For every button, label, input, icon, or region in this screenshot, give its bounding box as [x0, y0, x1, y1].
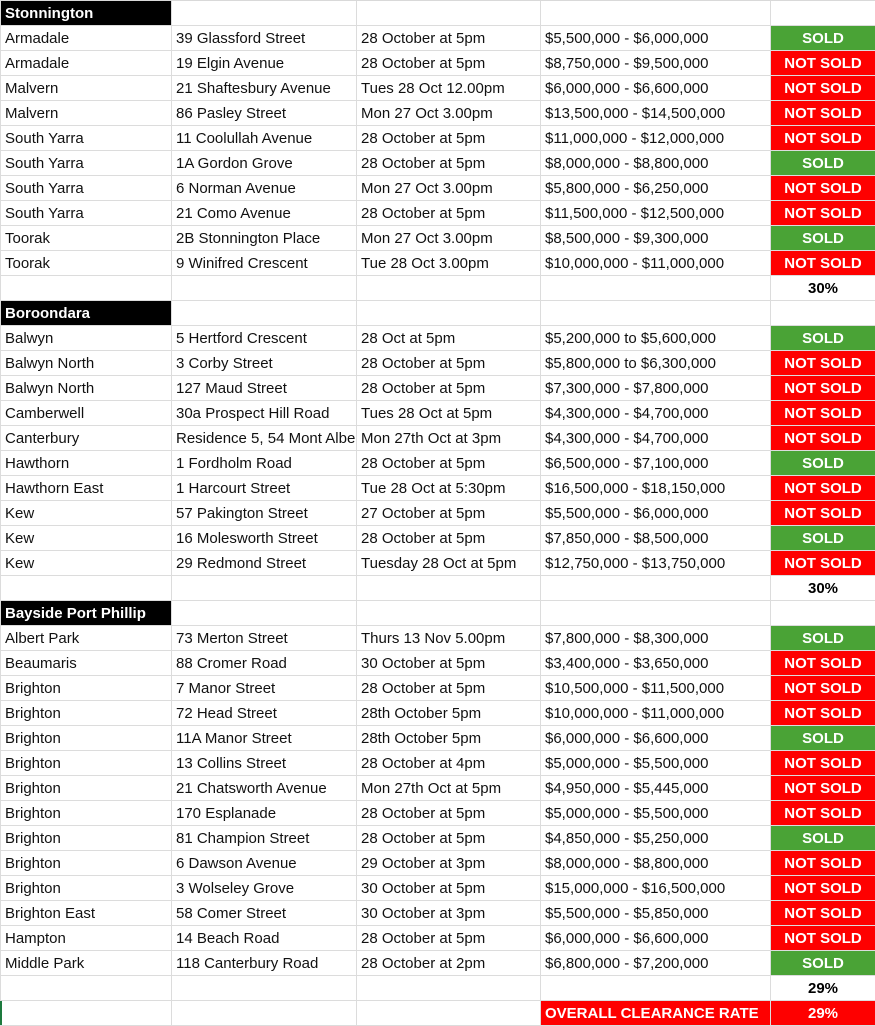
table-row	[0, 701, 875, 726]
auction-date-cell[interactable]: 28 October at 5pm	[357, 126, 541, 150]
auction-date-cell[interactable]: 28 October at 5pm	[357, 826, 541, 850]
suburb-cell[interactable]: Hawthorn East	[0, 476, 172, 500]
address-cell[interactable]: 170 Esplanade	[172, 801, 357, 825]
not-sold-status-badge[interactable]: NOT SOLD	[771, 476, 875, 500]
address-cell[interactable]: 3 Corby Street	[172, 351, 357, 375]
address-cell[interactable]: Residence 5, 54 Mont Albe	[172, 426, 357, 450]
address-cell[interactable]: 21 Chatsworth Avenue	[172, 776, 357, 800]
table-row	[0, 751, 875, 776]
table-row	[0, 251, 875, 276]
clearance-rate-row	[0, 276, 875, 301]
suburb-cell[interactable]: Balwyn North	[0, 376, 172, 400]
auction-date-cell[interactable]: 28 October at 5pm	[357, 526, 541, 550]
section-header-row	[0, 601, 875, 626]
empty-cell[interactable]	[357, 1001, 541, 1025]
section-header-row	[0, 301, 875, 326]
price-guide-cell[interactable]: $8,000,000 - $8,800,000	[541, 851, 771, 875]
address-cell[interactable]: 19 Elgin Avenue	[172, 51, 357, 75]
not-sold-status-badge[interactable]: NOT SOLD	[771, 76, 875, 100]
auction-date-cell[interactable]: 27 October at 5pm	[357, 501, 541, 525]
price-guide-cell[interactable]: $5,500,000 - $5,850,000	[541, 901, 771, 925]
address-cell[interactable]: 81 Champion Street	[172, 826, 357, 850]
table-row	[0, 101, 875, 126]
address-cell[interactable]: 6 Norman Avenue	[172, 176, 357, 200]
auction-date-cell[interactable]: 28 October at 5pm	[357, 151, 541, 175]
table-row	[0, 726, 875, 751]
clearance-rate-row	[0, 976, 875, 1001]
table-row	[0, 26, 875, 51]
price-guide-cell[interactable]: $6,800,000 - $7,200,000	[541, 951, 771, 975]
suburb-cell[interactable]: Malvern	[0, 101, 172, 125]
auction-date-cell[interactable]: Mon 27 Oct 3.00pm	[357, 226, 541, 250]
section-clearance-rate[interactable]: 30%	[807, 580, 839, 597]
price-guide-cell[interactable]: $7,300,000 - $7,800,000	[541, 376, 771, 400]
empty-cell[interactable]	[172, 1001, 357, 1025]
selected-cell-edge[interactable]	[0, 1001, 172, 1025]
price-guide-cell[interactable]: $10,000,000 - $11,000,000	[541, 251, 771, 275]
empty-cell[interactable]	[541, 576, 771, 600]
auction-date-cell[interactable]: Tuesday 28 Oct at 5pm	[357, 551, 541, 575]
suburb-cell[interactable]: Kew	[0, 526, 172, 550]
price-guide-cell[interactable]: $5,800,000 - $6,250,000	[541, 176, 771, 200]
table-row	[0, 476, 875, 501]
empty-cell[interactable]	[0, 576, 172, 600]
empty-cell[interactable]	[172, 601, 357, 625]
empty-cell[interactable]	[357, 576, 541, 600]
table-row	[0, 901, 875, 926]
address-cell[interactable]: 7 Manor Street	[172, 676, 357, 700]
empty-cell[interactable]	[172, 576, 357, 600]
table-row	[0, 826, 875, 851]
table-row	[0, 351, 875, 376]
empty-cell[interactable]	[357, 301, 541, 325]
empty-cell[interactable]	[172, 976, 357, 1000]
section-title[interactable]: Stonnington	[0, 1, 172, 25]
price-guide-cell[interactable]: $3,400,000 - $3,650,000	[541, 651, 771, 675]
price-guide-cell[interactable]: $15,000,000 - $16,500,000	[541, 876, 771, 900]
price-guide-cell[interactable]: $6,000,000 - $6,600,000	[541, 76, 771, 100]
not-sold-status-badge[interactable]: NOT SOLD	[771, 351, 875, 375]
suburb-cell[interactable]: Brighton	[0, 851, 172, 875]
not-sold-status-badge[interactable]: NOT SOLD	[771, 876, 875, 900]
price-guide-cell[interactable]: $5,200,000 to $5,600,000	[541, 326, 771, 350]
price-guide-cell[interactable]: $11,500,000 - $12,500,000	[541, 201, 771, 225]
auction-date-cell[interactable]: Mon 27th Oct at 3pm	[357, 426, 541, 450]
section-title[interactable]: Boroondara	[0, 301, 172, 325]
not-sold-status-badge[interactable]: NOT SOLD	[771, 926, 875, 950]
auction-date-cell[interactable]: 28 October at 5pm	[357, 351, 541, 375]
empty-cell[interactable]	[541, 976, 771, 1000]
not-sold-status-badge[interactable]: NOT SOLD	[771, 401, 875, 425]
section-clearance-rate[interactable]: 30%	[807, 280, 839, 297]
suburb-cell[interactable]: Brighton	[0, 726, 172, 750]
table-row	[0, 551, 875, 576]
table-row	[0, 626, 875, 651]
table-row	[0, 376, 875, 401]
clearance-rate-row	[0, 576, 875, 601]
not-sold-status-badge[interactable]: NOT SOLD	[771, 676, 875, 700]
suburb-cell[interactable]: South Yarra	[0, 151, 172, 175]
suburb-cell[interactable]: Toorak	[0, 226, 172, 250]
price-guide-cell[interactable]: $7,850,000 - $8,500,000	[541, 526, 771, 550]
table-row	[0, 451, 875, 476]
empty-cell[interactable]	[541, 276, 771, 300]
empty-cell[interactable]	[172, 301, 357, 325]
not-sold-status-badge[interactable]: NOT SOLD	[771, 701, 875, 725]
empty-cell[interactable]	[0, 976, 172, 1000]
auction-date-cell[interactable]: 28th October 5pm	[357, 701, 541, 725]
table-row	[0, 876, 875, 901]
price-guide-cell[interactable]: $4,850,000 - $5,250,000	[541, 826, 771, 850]
suburb-cell[interactable]: Albert Park	[0, 626, 172, 650]
table-row	[0, 226, 875, 251]
suburb-cell[interactable]: Armadale	[0, 26, 172, 50]
not-sold-status-badge[interactable]: NOT SOLD	[771, 101, 875, 125]
section-header-row	[0, 1, 875, 26]
not-sold-status-badge[interactable]: NOT SOLD	[771, 751, 875, 775]
suburb-cell[interactable]: South Yarra	[0, 201, 172, 225]
table-row	[0, 501, 875, 526]
price-guide-cell[interactable]: $11,000,000 - $12,000,000	[541, 126, 771, 150]
price-guide-cell[interactable]: $12,750,000 - $13,750,000	[541, 551, 771, 575]
not-sold-status-badge[interactable]: NOT SOLD	[771, 201, 875, 225]
sold-status-badge[interactable]: SOLD	[771, 226, 875, 250]
price-guide-cell[interactable]: $6,000,000 - $6,600,000	[541, 926, 771, 950]
address-cell[interactable]: 39 Glassford Street	[172, 26, 357, 50]
address-cell[interactable]: 16 Molesworth Street	[172, 526, 357, 550]
suburb-cell[interactable]: Brighton	[0, 776, 172, 800]
not-sold-status-badge[interactable]: NOT SOLD	[771, 801, 875, 825]
suburb-cell[interactable]: Armadale	[0, 51, 172, 75]
auction-date-cell[interactable]: 28 October at 5pm	[357, 451, 541, 475]
auction-date-cell[interactable]: 28 October at 5pm	[357, 926, 541, 950]
address-cell[interactable]: 1A Gordon Grove	[172, 151, 357, 175]
empty-cell[interactable]	[541, 301, 771, 325]
price-guide-cell[interactable]: $4,950,000 - $5,445,000	[541, 776, 771, 800]
auction-date-cell[interactable]: 28 October at 5pm	[357, 801, 541, 825]
suburb-cell[interactable]: Toorak	[0, 251, 172, 275]
suburb-cell[interactable]: Beaumaris	[0, 651, 172, 675]
sold-status-badge[interactable]: SOLD	[771, 451, 875, 475]
auction-date-cell[interactable]: 28 October at 5pm	[357, 26, 541, 50]
auction-date-cell[interactable]: 28th October 5pm	[357, 726, 541, 750]
sold-status-badge[interactable]: SOLD	[771, 526, 875, 550]
section-title[interactable]: Bayside Port Phillip	[0, 601, 172, 625]
table-row	[0, 326, 875, 351]
price-guide-cell[interactable]: $5,500,000 - $6,000,000	[541, 501, 771, 525]
not-sold-status-badge[interactable]: NOT SOLD	[771, 551, 875, 575]
address-cell[interactable]: 5 Hertford Crescent	[172, 326, 357, 350]
price-guide-cell[interactable]: $8,500,000 - $9,300,000	[541, 226, 771, 250]
auction-date-cell[interactable]: 28 October at 2pm	[357, 951, 541, 975]
empty-cell[interactable]	[771, 1, 875, 25]
suburb-cell[interactable]: Brighton	[0, 676, 172, 700]
address-cell[interactable]: 21 Como Avenue	[172, 201, 357, 225]
table-row	[0, 201, 875, 226]
address-cell[interactable]: 72 Head Street	[172, 701, 357, 725]
address-cell[interactable]: 21 Shaftesbury Avenue	[172, 76, 357, 100]
price-guide-cell[interactable]: $16,500,000 - $18,150,000	[541, 476, 771, 500]
table-row	[0, 676, 875, 701]
not-sold-status-badge[interactable]: NOT SOLD	[771, 851, 875, 875]
not-sold-status-badge[interactable]: NOT SOLD	[771, 776, 875, 800]
address-cell[interactable]: 73 Merton Street	[172, 626, 357, 650]
empty-cell[interactable]	[771, 601, 875, 625]
auction-date-cell[interactable]: 28 October at 5pm	[357, 376, 541, 400]
address-cell[interactable]: 1 Fordholm Road	[172, 451, 357, 475]
address-cell[interactable]: 86 Pasley Street	[172, 101, 357, 125]
price-guide-cell[interactable]: $5,800,000 to $6,300,000	[541, 351, 771, 375]
address-cell[interactable]: 30a Prospect Hill Road	[172, 401, 357, 425]
empty-cell[interactable]	[357, 976, 541, 1000]
price-guide-cell[interactable]: $4,300,000 - $4,700,000	[541, 426, 771, 450]
empty-cell[interactable]	[0, 276, 172, 300]
price-guide-cell[interactable]: $5,000,000 - $5,500,000	[541, 751, 771, 775]
suburb-cell[interactable]: Brighton	[0, 801, 172, 825]
auction-date-cell[interactable]: Thurs 13 Nov 5.00pm	[357, 626, 541, 650]
suburb-cell[interactable]: Hawthorn	[0, 451, 172, 475]
auction-date-cell[interactable]: Tues 28 Oct at 5pm	[357, 401, 541, 425]
address-cell[interactable]: 2B Stonnington Place	[172, 226, 357, 250]
price-guide-cell[interactable]: $6,000,000 - $6,600,000	[541, 726, 771, 750]
empty-cell[interactable]	[172, 1, 357, 25]
price-guide-cell[interactable]: $4,300,000 - $4,700,000	[541, 401, 771, 425]
sold-status-badge[interactable]: SOLD	[771, 626, 875, 650]
overall-clearance-value[interactable]: 29%	[771, 1001, 875, 1025]
price-guide-cell[interactable]: $10,000,000 - $11,000,000	[541, 701, 771, 725]
suburb-cell[interactable]: Brighton	[0, 701, 172, 725]
address-cell[interactable]: 11A Manor Street	[172, 726, 357, 750]
table-row	[0, 526, 875, 551]
table-row	[0, 926, 875, 951]
not-sold-status-badge[interactable]: NOT SOLD	[771, 126, 875, 150]
not-sold-status-badge[interactable]: NOT SOLD	[771, 376, 875, 400]
address-cell[interactable]: 9 Winifred Crescent	[172, 251, 357, 275]
price-guide-cell[interactable]: $6,500,000 - $7,100,000	[541, 451, 771, 475]
address-cell[interactable]: 58 Comer Street	[172, 901, 357, 925]
sold-status-badge[interactable]: SOLD	[771, 826, 875, 850]
table-row	[0, 801, 875, 826]
address-cell[interactable]: 14 Beach Road	[172, 926, 357, 950]
suburb-cell[interactable]: Middle Park	[0, 951, 172, 975]
price-guide-cell[interactable]: $7,800,000 - $8,300,000	[541, 626, 771, 650]
section-clearance-rate[interactable]: 29%	[807, 980, 839, 997]
suburb-cell[interactable]: Canterbury	[0, 426, 172, 450]
address-cell[interactable]: 118 Canterbury Road	[172, 951, 357, 975]
table-row	[0, 176, 875, 201]
auction-date-cell[interactable]: 28 Oct at 5pm	[357, 326, 541, 350]
sold-status-badge[interactable]: SOLD	[771, 326, 875, 350]
suburb-cell[interactable]: South Yarra	[0, 126, 172, 150]
empty-cell[interactable]	[771, 301, 875, 325]
auction-date-cell[interactable]: 30 October at 5pm	[357, 651, 541, 675]
address-cell[interactable]: 1 Harcourt Street	[172, 476, 357, 500]
empty-cell[interactable]	[541, 1, 771, 25]
not-sold-status-badge[interactable]: NOT SOLD	[771, 501, 875, 525]
auction-date-cell[interactable]: Mon 27th Oct at 5pm	[357, 776, 541, 800]
empty-cell[interactable]	[357, 601, 541, 625]
price-guide-cell[interactable]: $8,750,000 - $9,500,000	[541, 51, 771, 75]
table-row	[0, 776, 875, 801]
table-row	[0, 426, 875, 451]
suburb-cell[interactable]: Kew	[0, 501, 172, 525]
auction-date-cell[interactable]: 28 October at 4pm	[357, 751, 541, 775]
suburb-cell[interactable]: Balwyn	[0, 326, 172, 350]
sold-status-badge[interactable]: SOLD	[771, 726, 875, 750]
suburb-cell[interactable]: Brighton	[0, 876, 172, 900]
table-row	[0, 151, 875, 176]
address-cell[interactable]: 57 Pakington Street	[172, 501, 357, 525]
address-cell[interactable]: 3 Wolseley Grove	[172, 876, 357, 900]
table-row	[0, 126, 875, 151]
auction-date-cell[interactable]: Mon 27 Oct 3.00pm	[357, 176, 541, 200]
not-sold-status-badge[interactable]: NOT SOLD	[771, 51, 875, 75]
sold-status-badge[interactable]: SOLD	[771, 26, 875, 50]
price-guide-cell[interactable]: $13,500,000 - $14,500,000	[541, 101, 771, 125]
suburb-cell[interactable]: Brighton	[0, 751, 172, 775]
auction-date-cell[interactable]: 30 October at 5pm	[357, 876, 541, 900]
address-cell[interactable]: 127 Maud Street	[172, 376, 357, 400]
empty-cell[interactable]	[357, 276, 541, 300]
auction-date-cell[interactable]: 28 October at 5pm	[357, 201, 541, 225]
empty-cell[interactable]	[172, 276, 357, 300]
table-row	[0, 76, 875, 101]
suburb-cell[interactable]: Brighton East	[0, 901, 172, 925]
price-guide-cell[interactable]: $8,000,000 - $8,800,000	[541, 151, 771, 175]
auction-date-cell[interactable]: 30 October at 3pm	[357, 901, 541, 925]
empty-cell[interactable]	[541, 601, 771, 625]
table-row	[0, 651, 875, 676]
suburb-cell[interactable]: Brighton	[0, 826, 172, 850]
auction-date-cell[interactable]: Tue 28 Oct 3.00pm	[357, 251, 541, 275]
auction-date-cell[interactable]: 28 October at 5pm	[357, 51, 541, 75]
auction-date-cell[interactable]: 28 October at 5pm	[357, 676, 541, 700]
suburb-cell[interactable]: South Yarra	[0, 176, 172, 200]
overall-clearance-label: OVERALL CLEARANCE RATE	[541, 1001, 771, 1025]
address-cell[interactable]: 11 Coolullah Avenue	[172, 126, 357, 150]
address-cell[interactable]: 29 Redmond Street	[172, 551, 357, 575]
overall-row	[0, 1001, 875, 1026]
suburb-cell[interactable]: Balwyn North	[0, 351, 172, 375]
address-cell[interactable]: 88 Cromer Road	[172, 651, 357, 675]
table-row	[0, 401, 875, 426]
suburb-cell[interactable]: Malvern	[0, 76, 172, 100]
sold-status-badge[interactable]: SOLD	[771, 151, 875, 175]
price-guide-cell[interactable]: $10,500,000 - $11,500,000	[541, 676, 771, 700]
auction-date-cell[interactable]: Tue 28 Oct at 5:30pm	[357, 476, 541, 500]
table-row	[0, 51, 875, 76]
empty-cell[interactable]	[357, 1, 541, 25]
not-sold-status-badge[interactable]: NOT SOLD	[771, 901, 875, 925]
suburb-cell[interactable]: Camberwell	[0, 401, 172, 425]
address-cell[interactable]: 13 Collins Street	[172, 751, 357, 775]
not-sold-status-badge[interactable]: NOT SOLD	[771, 176, 875, 200]
sold-status-badge[interactable]: SOLD	[771, 951, 875, 975]
price-guide-cell[interactable]: $5,000,000 - $5,500,000	[541, 801, 771, 825]
suburb-cell[interactable]: Kew	[0, 551, 172, 575]
suburb-cell[interactable]: Hampton	[0, 926, 172, 950]
not-sold-status-badge[interactable]: NOT SOLD	[771, 251, 875, 275]
auction-date-cell[interactable]: Tues 28 Oct 12.00pm	[357, 76, 541, 100]
not-sold-status-badge[interactable]: NOT SOLD	[771, 651, 875, 675]
not-sold-status-badge[interactable]: NOT SOLD	[771, 426, 875, 450]
auction-date-cell[interactable]: Mon 27 Oct 3.00pm	[357, 101, 541, 125]
price-guide-cell[interactable]: $5,500,000 - $6,000,000	[541, 26, 771, 50]
auction-date-cell[interactable]: 29 October at 3pm	[357, 851, 541, 875]
table-row	[0, 951, 875, 976]
address-cell[interactable]: 6 Dawson Avenue	[172, 851, 357, 875]
table-row	[0, 851, 875, 876]
